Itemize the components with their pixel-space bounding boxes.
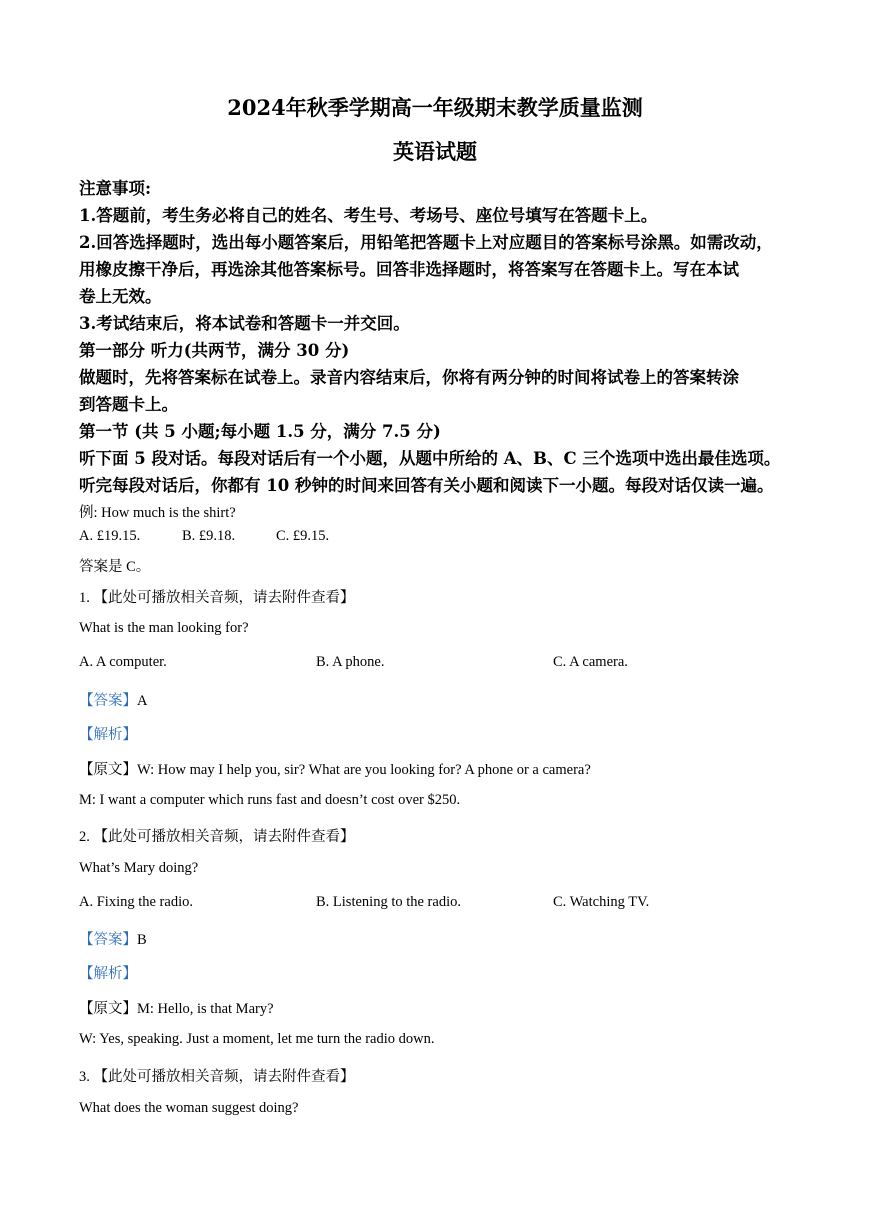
example-option-b: B. £9.18. — [182, 528, 236, 544]
q2-transcript-text-1: M: Hello, is that Mary? — [137, 1001, 274, 1017]
q2-stem: What’s Mary doing? — [79, 860, 199, 876]
q2-transcript-line-1 — [79, 997, 799, 1018]
notice-item-2-line-2: 用橡皮擦干净后，再选涂其他答案标号。回答非选择题时，将答案写在答题卡上。写在本试 — [79, 260, 739, 279]
example-answer: 答案是 C。 — [79, 559, 151, 575]
page-subtitle: 英语试题 — [393, 139, 477, 164]
q1-stem: What is the man looking for? — [79, 620, 249, 636]
q2-option-a: A. Fixing the radio. — [79, 894, 193, 910]
q1-transcript-line-1 — [79, 758, 799, 779]
q2-answer — [79, 928, 799, 949]
section1-instructions-line-2: 听完每段对话后，你都有 10 秒钟的时间来回答有关小题和阅读下一小题。每段对话仅读一遍。 — [79, 476, 774, 495]
page-title: 2024年秋季学期高一年级期末教学质量监测 — [227, 95, 643, 120]
q2-answer-tag: 【答案】 — [79, 932, 137, 948]
q1-option-a: A. A computer. — [79, 654, 167, 670]
notice-heading: 注意事项: — [79, 179, 152, 198]
q1-transcript-line-2: M: I want a computer which runs fast and doesn’t cost over $250. — [79, 792, 461, 808]
q1-answer-tag: 【答案】 — [79, 693, 137, 709]
q1-option-c: C. A camera. — [553, 654, 628, 670]
q2-analysis-tag: 【解析】 — [79, 966, 137, 982]
part1-intro-line-2: 到答题卡上。 — [79, 395, 178, 414]
q3-stem: What does the woman suggest doing? — [79, 1100, 299, 1116]
q1-transcript-text-1: W: How may I help you, sir? What are you looking for? A phone or a camera? — [137, 762, 591, 778]
q2-option-b: B. Listening to the radio. — [316, 894, 461, 910]
q1-analysis-tag: 【解析】 — [79, 727, 137, 743]
q1-answer-value: A — [137, 693, 148, 709]
q3-audio-note: 3. 【此处可播放相关音频，请去附件查看】 — [79, 1069, 355, 1085]
section1-heading: 第一节 (共 5 小题;每小题 1.5 分，满分 7.5 分) — [79, 422, 441, 441]
example-option-c: C. £9.15. — [276, 528, 330, 544]
notice-item-3: 3.考试结束后，将本试卷和答题卡一并交回。 — [79, 314, 410, 333]
q2-transcript-tag: 【原文】 — [79, 1001, 137, 1017]
notice-item-2-line-1: 2.回答选择题时，选出每小题答案后，用铅笔把答题卡上对应题目的答案标号涂黑。如需改动， — [79, 233, 773, 252]
q2-transcript-line-2: W: Yes, speaking. Just a moment, let me turn the radio down. — [79, 1031, 435, 1047]
notice-item-2-line-3: 卷上无效。 — [79, 287, 162, 306]
q2-answer-value: B — [137, 932, 147, 948]
example-option-a: A. £19.15. — [79, 528, 141, 544]
q2-option-c: C. Watching TV. — [553, 894, 650, 910]
part1-heading: 第一部分 听力(共两节，满分 30 分) — [79, 341, 350, 360]
notice-item-1: 1.答题前，考生务必将自己的姓名、考生号、考场号、座位号填写在答题卡上。 — [79, 206, 658, 225]
q1-audio-note: 1. 【此处可播放相关音频，请去附件查看】 — [79, 590, 355, 606]
example-question: 例: How much is the shirt? — [79, 505, 236, 521]
q1-transcript-tag: 【原文】 — [79, 762, 137, 778]
q2-audio-note: 2. 【此处可播放相关音频，请去附件查看】 — [79, 829, 355, 845]
q1-answer — [79, 689, 799, 710]
q1-option-b: B. A phone. — [316, 654, 385, 670]
section1-instructions-line-1: 听下面 5 段对话。每段对话后有一个小题，从题中所给的 A、B、C 三个选项中选出最佳选项。 — [79, 449, 781, 468]
part1-intro-line-1: 做题时，先将答案标在试卷上。录音内容结束后，你将有两分钟的时间将试卷上的答案转涂 — [79, 368, 739, 387]
